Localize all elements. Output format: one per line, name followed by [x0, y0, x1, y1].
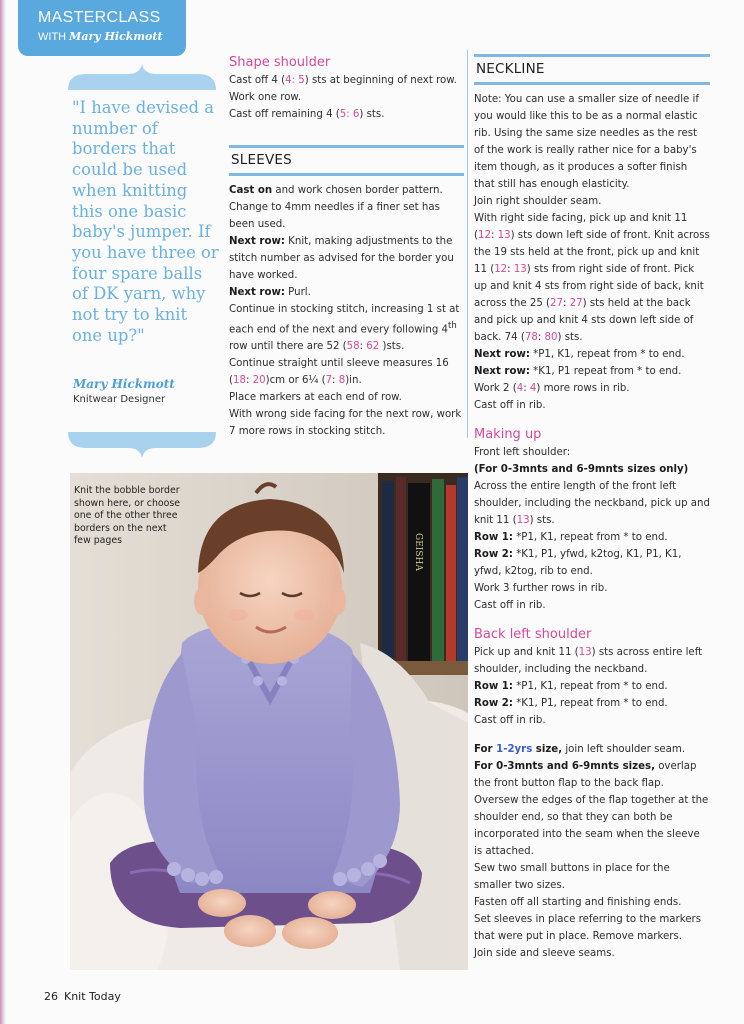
neckline-next-row-2: Next row: *K1, P1 repeat from * to end. [474, 366, 682, 377]
back-left-shoulder-heading: Back left shoulder [474, 627, 592, 642]
baby-jumper-photo [70, 473, 468, 970]
neckline-join: Join right shoulder seam. [474, 196, 602, 207]
middle-column [229, 54, 464, 440]
sleeves-increase: Continue in stocking stitch, increasing 1 st at each end of the next and every following 4th row until there are 52 (58: 62 )sts. [229, 304, 460, 353]
quote-author: Mary Hickmott [73, 377, 175, 391]
magazine-name: Knit Today [64, 990, 121, 1003]
column-divider [467, 50, 468, 438]
sleeves-continue: Continue straight until sleeve measures 16 (18: 20)cm or 6¼ (7: 8)in. [229, 358, 449, 387]
pull-quote: "I have devised a number of borders that could be used when knitting this one basic baby's jumper. If you have three or four spare balls of DK yarn, why not try to knit one up?" [72, 98, 219, 345]
sleeves-heading: SLEEVES [229, 145, 464, 176]
finishing-small-sizes: For 0-3mnts and 6-9mnts sizes, overlap the front button flap to the back flap. Oversew the edges of the flap together at the shoulder end, so that they can both be incorporated into the seam when the sleeve is attached. [474, 761, 709, 857]
shape-shoulder-heading: Shape shoulder [229, 55, 331, 70]
page-number: 26 [44, 990, 58, 1003]
neckline-cast-off: Cast off in rib. [474, 400, 546, 411]
back-left-pick-up: Pick up and knit 11 (13) sts across entire left shoulder, including the neckband. [474, 647, 703, 675]
right-column [474, 54, 710, 962]
neckline-note: Note: You can use a smaller size of needle if you would like this to be as a normal elastic rib. Using the same size needles as the rest of the work is really rather nice for a baby's item though, as it produces a softer finish that still has enough elasticity. [474, 94, 699, 190]
finishing-buttons: Sew two small buttons in place for the smaller two sizes. [474, 863, 670, 891]
shape-shoulder-line-1: Cast off 4 (4: 5) sts at beginning of next row. [229, 75, 457, 86]
back-left-row-1: Row 1: *P1, K1, repeat from * to end. [474, 681, 668, 692]
sleeves-next-row-2: Next row: Purl. [229, 287, 311, 298]
finishing-sleeves: Set sleeves in place referring to the markers that were put in place. Remove markers. [474, 914, 702, 942]
page-spine-edge [0, 0, 6, 1024]
making-up-cast-off: Cast off in rib. [474, 600, 546, 611]
neckline-pick-up: With right side facing, pick up and knit 11 (12: 13) sts down left side of front. Knit across the 19 sts held at the front, pick up and knit 11 (12: 13) sts from right side of front. Pick up and knit 4 sts from right side of back, knit across the 25 (27: 27) sts held at the back and pick up and knit 4 sts down left side of back. 74 (78: 80) sts. [474, 213, 710, 343]
finishing-1-2yrs: For 1-2yrs size, join left shoulder seam. [474, 744, 686, 755]
neckline-work: Work 2 (4: 4) more rows in rib. [474, 383, 630, 394]
front-left-shoulder: Front left shoulder: [474, 447, 571, 458]
page-footer [44, 990, 127, 1003]
making-up-sizes: (For 0-3mnts and 6-9mnts sizes only) [474, 464, 689, 475]
shape-shoulder-line-3: Cast off remaining 4 (5: 6) sts. [229, 109, 385, 120]
shape-shoulder-line-2: Work one row. [229, 92, 302, 103]
masterclass-badge [18, 0, 186, 56]
photo-caption: Knit the bobble border shown here, or choose one of the other three borders on the next few pages [74, 485, 181, 546]
badge-with: WITH [38, 31, 67, 43]
making-up-across: Across the entire length of the front left shoulder, including the neckband, pick up and knit 11 (13) sts. [474, 481, 710, 526]
making-up-row-2: Row 2: *K1, P1, yfwd, k2tog, K1, P1, K1, yfwd, k2tog, rib to end. [474, 549, 682, 577]
badge-title: MASTERCLASS [38, 9, 161, 26]
sleeves-markers: Place markers at each end of row. [229, 392, 402, 404]
sleeves-wrong-side: With wrong side facing for the next row, work 7 more rows in stocking stitch. [229, 409, 462, 438]
making-up-row-1: Row 1: *P1, K1, repeat from * to end. [474, 532, 668, 543]
quote-top-bracket [66, 62, 218, 92]
book-spine-title: GEISHA [413, 533, 423, 571]
back-left-cast-off: Cast off in rib. [474, 715, 546, 726]
quote-bottom-bracket [66, 430, 218, 460]
badge-subtitle [38, 30, 163, 43]
finishing-fasten: Fasten off all starting and finishing ends. [474, 897, 682, 908]
making-up-heading: Making up [474, 427, 542, 442]
quote-author-role: Knitwear Designer [73, 394, 166, 405]
sleeves-next-row-1: Next row: Knit, making adjustments to the stitch number as advised for the border you have worked. [229, 236, 454, 281]
back-left-row-2: Row 2: *K1, P1, repeat from * to end. [474, 698, 668, 709]
baby-photo-illustration [70, 473, 468, 970]
finishing-join: Join side and sleeve seams. [474, 948, 615, 959]
badge-author: Mary Hickmott [69, 30, 163, 43]
neckline-heading: NECKLINE [474, 54, 710, 85]
sleeves-cast-on: Cast on and work chosen border pattern. Change to 4mm needles if a finer set has been used. [229, 185, 443, 230]
making-up-work-3: Work 3 further rows in rib. [474, 583, 608, 594]
neckline-next-row-1: Next row: *P1, K1, repeat from * to end. [474, 349, 685, 360]
